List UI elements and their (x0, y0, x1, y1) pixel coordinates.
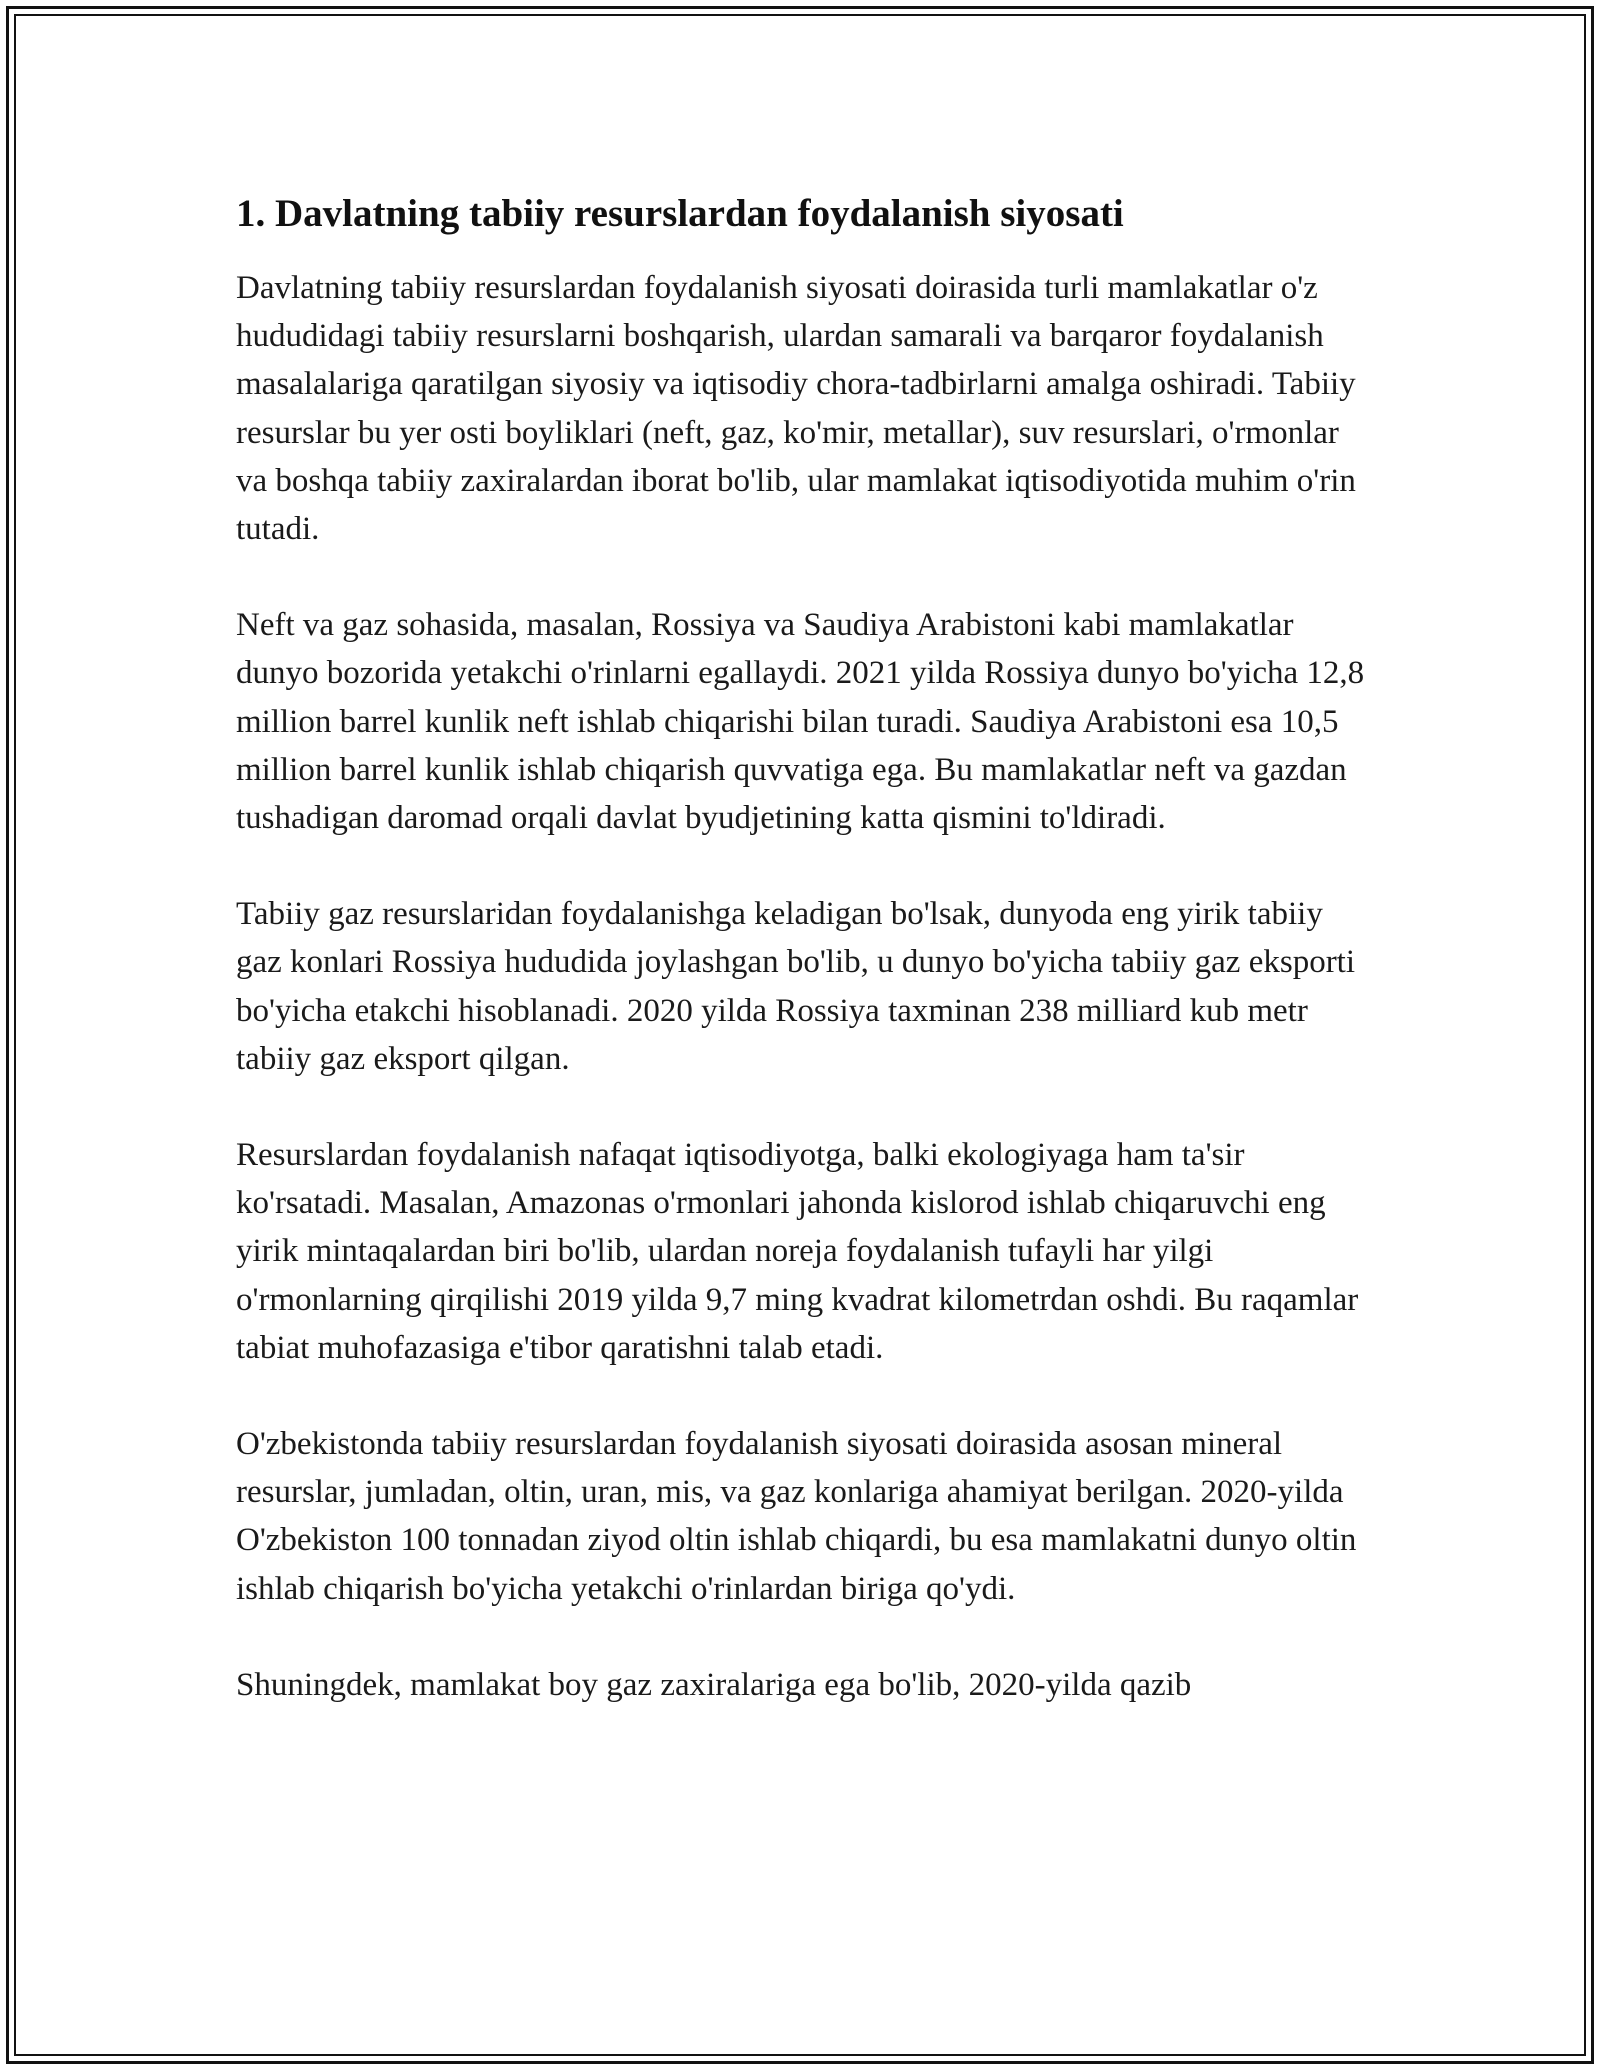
section-heading: 1. Davlatning tabiiy resurslardan foydalanish siyosati (236, 192, 1124, 235)
paragraph-3: Tabiiy gaz resurslaridan foydalanishga keladigan bo'lsak, dunyoda eng yirik tabiiy gaz konlari Rossiya hududida joylashgan bo'lib, u dunyo bo'yicha tabiiy gaz eksporti bo'yicha etakchi hisoblanadi. 2020 yilda Rossiya taxminan 238 milliard kub metr tabiiy gaz eksport qilgan. (236, 896, 1356, 1077)
paragraph-5: O'zbekistonda tabiiy resurslardan foydalanish siyosati doirasida asosan mineral resurslar, jumladan, oltin, uran, mis, va gaz konlariga ahamiyat berilgan. 2020-yilda O'zbekiston 100 tonnadan ziyod oltin ishlab chiqardi, bu esa mamlakatni dunyo oltin ishlab chiqarish bo'yicha yetakchi o'rinlardan biriga qo'ydi. (236, 1426, 1357, 1607)
paragraph-6: Shuningdek, mamlakat boy gaz zaxiralariga ega bo'lib, 2020-yilda qazib (236, 1666, 1192, 1703)
paragraph-4: Resurslardan foydalanish nafaqat iqtisodiyotga, balki ekologiyaga ham ta'sir ko'rsatadi. Masalan, Amazonas o'rmonlari jahonda kislorod ishlab chiqaruvchi eng yirik mintaqalardan biri bo'lib, ulardan noreja foydalanish tufayli har yilgi o'rmonlarning qirqilishi 2019 yilda 9,7 ming kvadrat kilometrdan oshdi. Bu raqamlar tabiat muhofazasiga e'tibor qaratishni talab etadi. (236, 1137, 1359, 1366)
paragraph-1: Davlatning tabiiy resurslardan foydalanish siyosati doirasida turli mamlakatlar o'z hududidagi tabiiy resurslarni boshqarish, ulardan samarali va barqaror foydalanish masalalariga qaratilgan siyosiy va iqtisodiy chora-tadbirlarni amalga oshiradi. Tabiiy resurslar bu yer osti boyliklari (neft, gaz, ko'mir, metallar), suv resurslari, o'rmonlar va boshqa tabiiy zaxiralardan iborat bo'lib, ular mamlakat iqtisodiyotida muhim o'rin tutadi. (236, 270, 1356, 548)
paragraph-2: Neft va gaz sohasida, masalan, Rossiya va Saudiya Arabistoni kabi mamlakatlar dunyo bozorida yetakchi o'rinlarni egallaydi. 2021 yilda Rossiya dunyo bo'yicha 12,8 million barrel kunlik neft ishlab chiqarishi bilan turadi. Saudiya Arabistoni esa 10,5 million barrel kunlik ishlab chiqarish quvvatiga ega. Bu mamlakatlar neft va gazdan tushadigan daromad orqali davlat byudjetining katta qismini to'ldiradi. (236, 607, 1365, 837)
document-body (236, 188, 1376, 1709)
